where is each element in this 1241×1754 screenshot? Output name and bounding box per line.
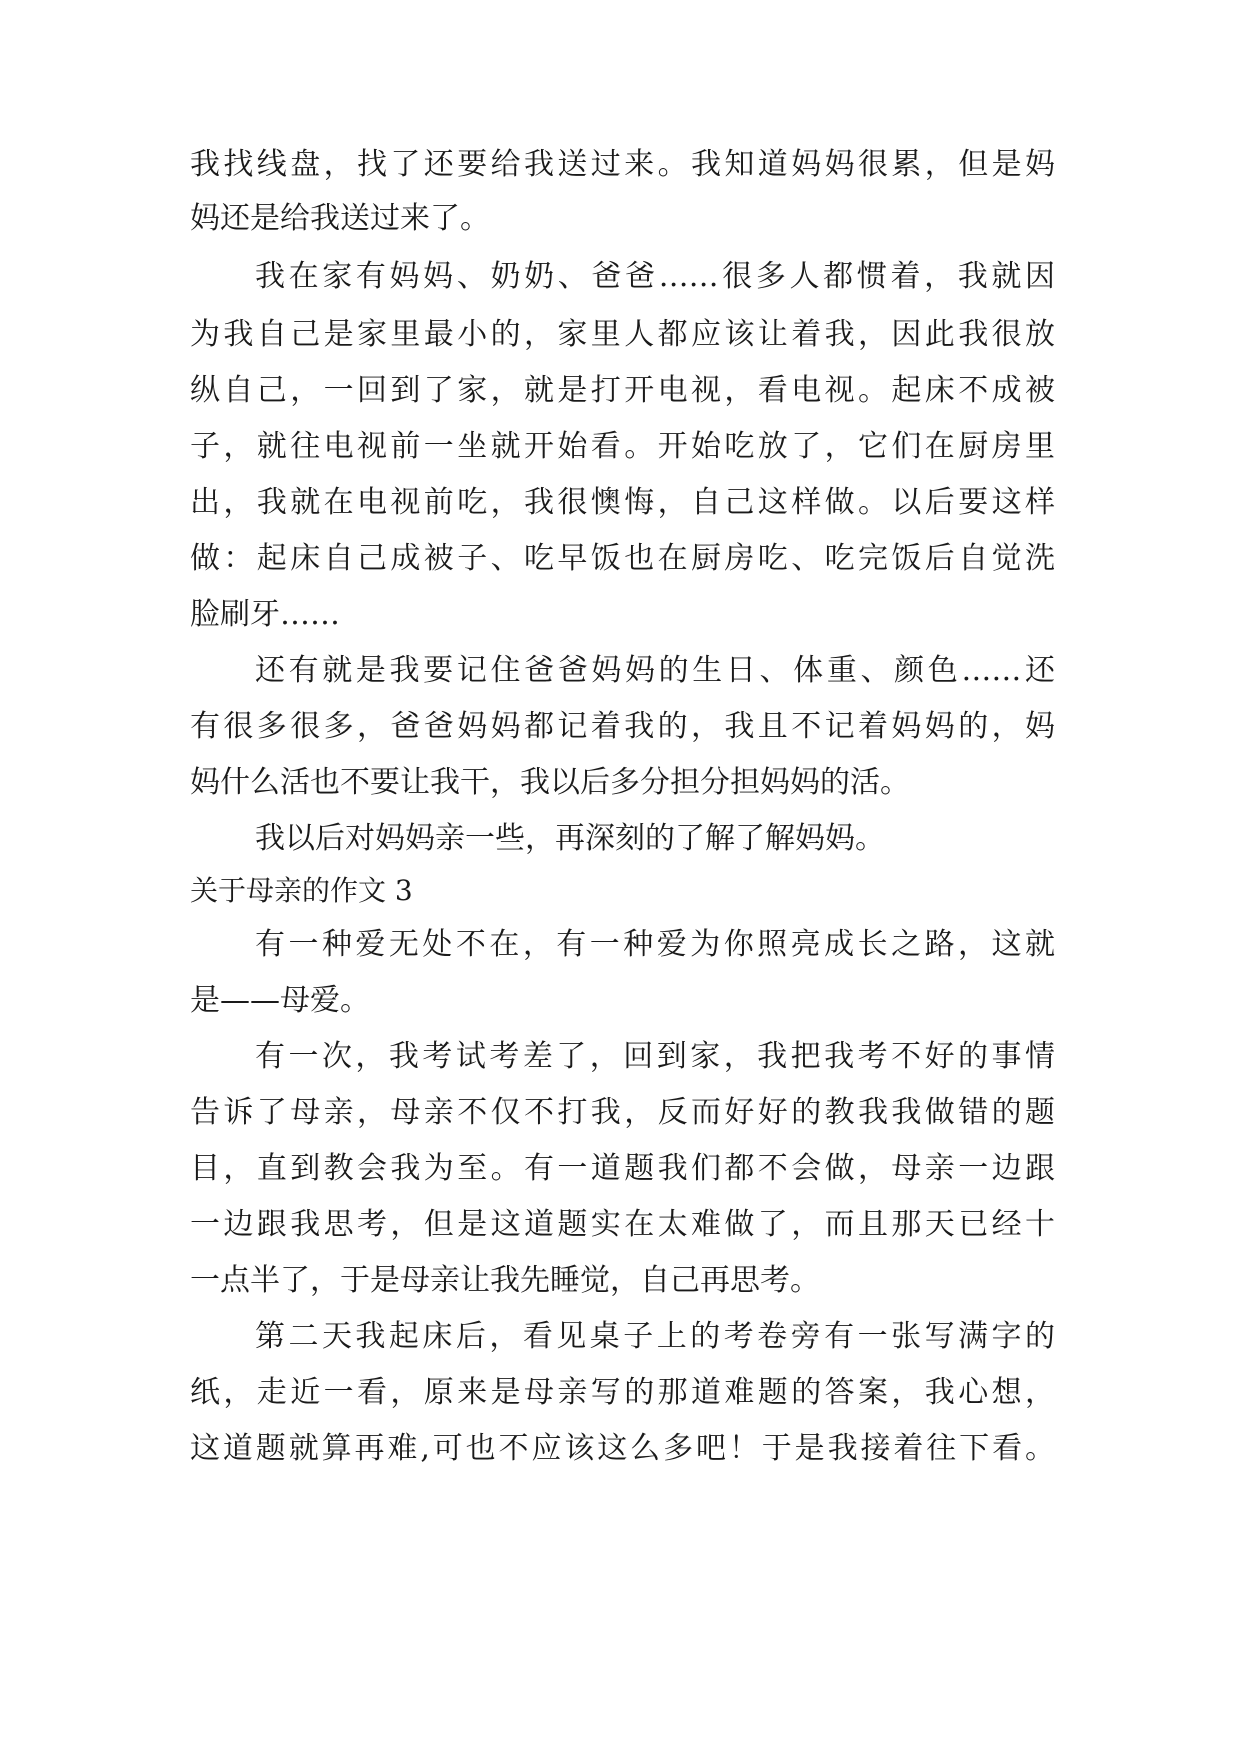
paragraph-line: 一点半了，于是母亲让我先睡觉，自己再思考。: [190, 1263, 820, 1298]
paragraph-line: 脸刷牙……: [190, 597, 340, 632]
paragraph-line: 这道题就算再难,可也不应该这么多吧！于是我接着往下看。: [190, 1431, 1055, 1466]
paragraph-line: 告诉了母亲，母亲不仅不打我，反而好好的教我我做错的题: [190, 1095, 1055, 1130]
paragraph-line: 纵自己，一回到了家，就是打开电视，看电视。起床不成被: [190, 373, 1055, 408]
paragraph-line: 做：起床自己成被子、吃早饭也在厨房吃、吃完饭后自觉洗: [190, 541, 1055, 576]
paragraph-line: 有很多很多，爸爸妈妈都记着我的，我且不记着妈妈的，妈: [190, 709, 1055, 744]
paragraph-line: 妈还是给我送过来了。: [190, 201, 490, 236]
paragraph-line: 一边跟我思考，但是这道题实在太难做了，而且那天已经十: [190, 1207, 1055, 1242]
paragraph-line: 为我自己是家里最小的，家里人都应该让着我，因此我很放: [190, 317, 1055, 352]
paragraph-line: 纸，走近一看，原来是母亲写的那道难题的答案，我心想，: [190, 1375, 1055, 1410]
paragraph-line: 出，我就在电视前吃，我很懊悔，自己这样做。以后要这样: [190, 485, 1055, 520]
paragraph-line: 是——母爱。: [190, 983, 370, 1018]
paragraph-line: 第二天我起床后，看见桌子上的考卷旁有一张写满字的: [255, 1319, 1055, 1354]
paragraph-line: 有一次，我考试考差了，回到家，我把我考不好的事情: [255, 1039, 1055, 1074]
paragraph-line: 我在家有妈妈、奶奶、爸爸……很多人都惯着，我就因: [255, 259, 1055, 294]
section-heading: 关于母亲的作文 3: [190, 874, 413, 907]
paragraph-line: 子，就往电视前一坐就开始看。开始吃放了，它们在厨房里: [190, 429, 1055, 464]
paragraph-line: 妈什么活也不要让我干，我以后多分担分担妈妈的活。: [190, 765, 910, 800]
paragraph-line: 我找线盘，找了还要给我送过来。我知道妈妈很累，但是妈: [190, 147, 1055, 182]
paragraph-line: 有一种爱无处不在，有一种爱为你照亮成长之路，这就: [255, 927, 1055, 962]
paragraph-line: 我以后对妈妈亲一些，再深刻的了解了解妈妈。: [255, 821, 885, 856]
paragraph-line: 还有就是我要记住爸爸妈妈的生日、体重、颜色……还: [255, 653, 1055, 688]
paragraph-line: 目，直到教会我为至。有一道题我们都不会做，母亲一边跟: [190, 1151, 1055, 1186]
